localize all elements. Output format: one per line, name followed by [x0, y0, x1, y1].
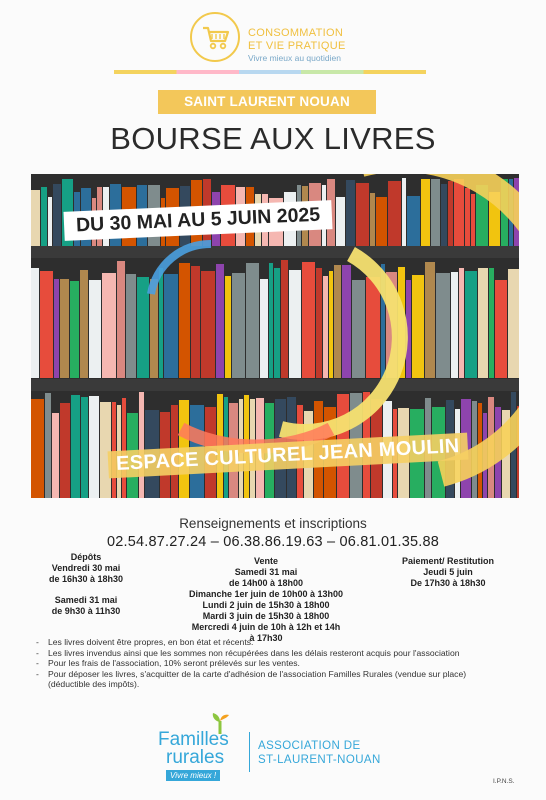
paiement-time: De 17h30 à 18h30 [410, 578, 486, 588]
vente-block [188, 556, 344, 644]
town-banner: SAINT LAURENT NOUAN [158, 90, 376, 114]
paiement-block [392, 556, 504, 589]
familles-rurales-logo [158, 712, 248, 784]
logo-tagline: Vivre mieux ! [166, 770, 220, 781]
rule-item: - Les livres doivent être propres, en bon état et récents. [36, 637, 506, 648]
phone-numbers: 02.54.87.27.24 – 06.38.86.19.63 – 06.81.01.35.88 [106, 534, 440, 550]
depots-time-1: de 16h30 à 18h30 [48, 574, 124, 584]
vente-line: Dimanche 1er juin de 10h00 à 13h00 [188, 589, 344, 599]
print-note: I.P.N.S. [493, 778, 515, 785]
rule-item: - Pour déposer les livres, s'acquitter de la carte d'adhésion de l'association Familles Rurales (vendue sur place) (déductible des impôts). [36, 669, 506, 690]
rules-list [36, 637, 506, 690]
depots-block [36, 552, 136, 585]
page-title: BOURSE AUX LIVRES [110, 121, 436, 156]
vente-line: de 14h00 à 18h00 [228, 578, 304, 588]
shopping-cart-icon [201, 25, 231, 51]
info-heading: Renseignements et inscriptions [179, 516, 367, 531]
vente-line: Mardi 3 juin de 15h30 à 18h00 [202, 611, 330, 621]
header-line2: ET VIE PRATIQUE [248, 40, 346, 52]
date-banner: DU 30 MAI AU 5 JUIN 2025 [63, 200, 332, 241]
vente-heading: Vente [253, 556, 278, 566]
logo-line1: Familles [158, 729, 229, 750]
rule-item: - Pour les frais de l'association, 10% seront prélevés sur les ventes. [36, 658, 506, 669]
vente-line: Mercredi 4 juin de 10h à 12h et 14h à 17h30 [191, 622, 341, 643]
header-tagline: Vivre mieux au quotidien [248, 53, 341, 63]
depots-day-1: Vendredi 30 mai [51, 563, 121, 573]
venue-banner: ESPACE CULTUREL JEAN MOULIN [108, 433, 469, 479]
depots-day-2: Samedi 31 mai [54, 595, 118, 605]
depots-time-2: de 9h30 à 11h30 [51, 606, 121, 616]
rainbow-divider [114, 70, 426, 74]
assoc-line2: ST-LAURENT-NOUAN [258, 754, 381, 766]
header-line1: CONSOMMATION [248, 27, 344, 39]
vente-line: Samedi 31 mai [234, 567, 298, 577]
paiement-day: Jeudi 5 juin [423, 567, 473, 577]
footer-divider [249, 732, 250, 772]
rule-item: - Les livres invendus ainsi que les sommes non récupérées dans les délais resteront acquis pour l'association [36, 648, 506, 659]
depots-heading: Dépôts [70, 552, 102, 562]
assoc-line1: ASSOCIATION DE [258, 740, 361, 752]
logo-line2: rurales [166, 747, 225, 768]
vente-line: Lundi 2 juin de 15h30 à 18h00 [202, 600, 330, 610]
header-text [248, 27, 346, 64]
association-name [258, 739, 381, 767]
depots-block-2 [36, 595, 136, 617]
paiement-heading: Paiement/ Restitution [401, 556, 494, 566]
consommation-logo [190, 12, 240, 62]
